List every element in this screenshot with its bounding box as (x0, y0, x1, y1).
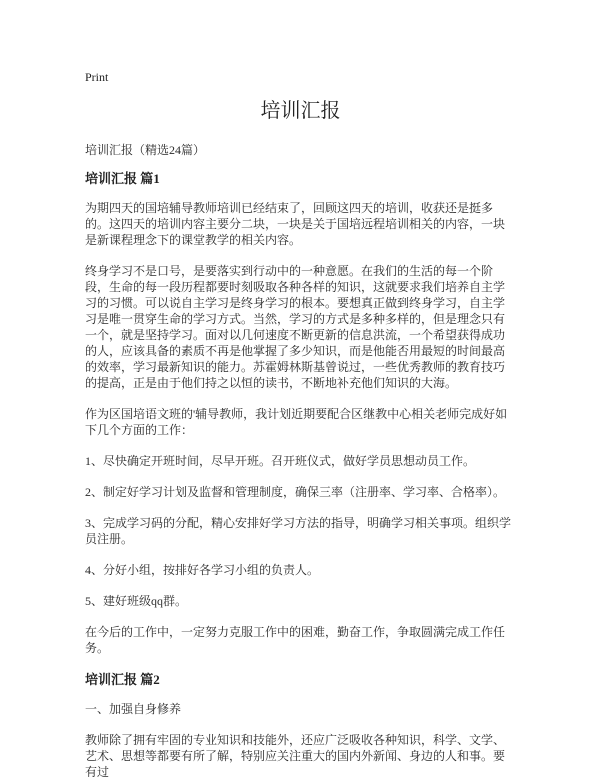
list-item-2: 2、制定好学习计划及监督和管理制度，确保三率（注册率、学习率、合格率）。 (85, 485, 506, 499)
list-item-4: 4、分好小组，按排好各学习小组的负责人。 (85, 563, 320, 577)
article-1-heading: 培训汇报 篇1 (85, 171, 160, 186)
article-1-paragraph: 为期四天的国培辅导教师培训已经结束了，回顾这四天的培训，收获还是挺多的。这四天的培训内容主要分二块，一块是关于国培远程培训相关的内容，一块是新课程理念下的课堂教学的相关内容。 (85, 201, 506, 247)
print-link[interactable]: Print (85, 70, 109, 84)
article-2-subheading: 一、加强自身修养 (85, 702, 182, 716)
article-2 (85, 671, 516, 780)
article-1-paragraph: 作为区国培语文班的'辅导教师，我计划近期要配合区继教中心相关老师完成好如下几个方面的工作： (85, 407, 508, 437)
article-1-paragraph: 终身学习不是口号，是要落实到行动中的一种意愿。在我们的生活的每一个阶段，生命的每一段历程都要时刻吸取各种各样的知识，这就要求我们培养自主学习的习惯。可以说自主学习是终身学习的根本。要想真正做到终身学习，自主学习是唯一贯穿生命的学习方式。当然，学习的方式是多种多样的，但是理念只有一个，就是坚持学习。面对以几何速度不断更新的信息洪流，一个希望获得成功的人，应该具备的素质不再是他掌握了多少知识，而是他能否用最短的时间最高的效率，学习最新知识的能力。苏霍姆林斯基曾说过，一些优秀教师的教育技巧的提高，正是由于他们持之以恒的读书，不断地补充他们知识的大海。 (85, 264, 506, 390)
article-1-closing-paragraph: 在今后的工作中，一定努力克服工作中的困难，勤奋工作，争取圆满完成工作任务。 (85, 625, 506, 655)
list-item-1: 1、尽快确定开班时间，尽早开班。召开班仪式，做好学员思想动员工作。 (85, 454, 476, 468)
list-item-3: 3、完成学习码的分配，精心安排好学习方法的指导，明确学习相关事项。组织学员注册。 (85, 516, 512, 546)
document-subtitle: 培训汇报（精选24篇） (85, 143, 206, 157)
list-item-5: 5、建好班级qq群。 (85, 594, 188, 608)
article-2-heading: 培训汇报 篇2 (85, 672, 160, 687)
page-title: 培训汇报 (260, 100, 341, 122)
article-1 (85, 170, 516, 656)
article-2-paragraph: 教师除了拥有牢固的专业知识和技能外，还应广泛吸收各种知识，科学、文学、艺术、思想等都要有所了解，特别应关注重大的国内外新闻、身边的人和事。要有过 (85, 733, 506, 779)
